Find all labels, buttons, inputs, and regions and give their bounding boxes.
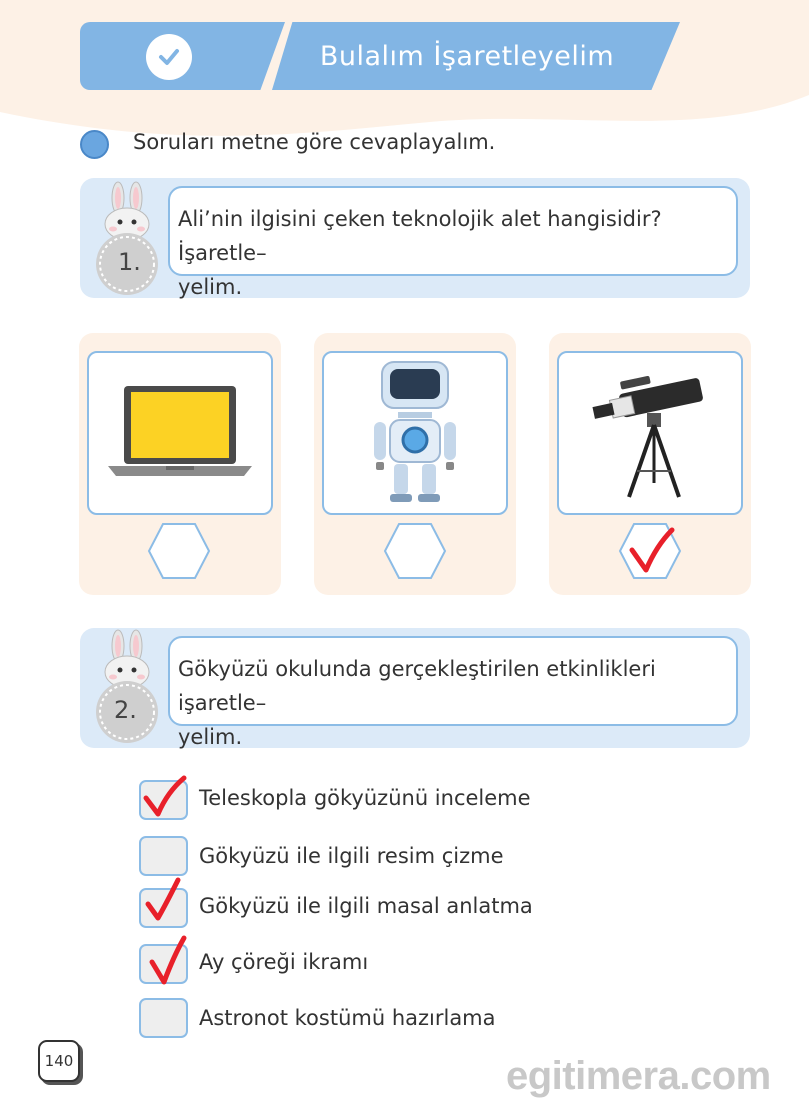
question-2-line2: yelim. (178, 725, 243, 749)
option-5-label: Astronot kostümü hazırlama (199, 1006, 496, 1030)
option-4-label: Ay çöreği ikramı (199, 950, 369, 974)
answer-hexagon-robot[interactable] (383, 522, 447, 580)
instruction-bullet-icon (80, 130, 109, 159)
telescope-icon (585, 363, 715, 503)
answer-hexagon-telescope[interactable] (618, 522, 682, 580)
option-1-label: Teleskopla gökyüzünü inceleme (199, 786, 531, 810)
checkbox-option-2[interactable] (139, 836, 188, 876)
instruction-text: Soruları metne göre cevaplayalım. (133, 130, 496, 154)
robot-image-frame (322, 351, 508, 515)
checkbox-option-5[interactable] (139, 998, 188, 1038)
checkbox-option-1[interactable] (139, 780, 188, 820)
bunny-icon (92, 180, 164, 300)
watermark-logo: egitimera.com (506, 1054, 771, 1098)
laptop-image-frame (87, 351, 273, 515)
page-number: 140 (38, 1040, 80, 1082)
question-2-number: 2. (114, 696, 137, 724)
laptop-icon (100, 378, 260, 488)
check-badge-icon (146, 34, 192, 80)
option-2-label: Gökyüzü ile ilgili resim çizme (199, 844, 504, 868)
option-3-label: Gökyüzü ile ilgili masal anlatma (199, 894, 533, 918)
question-1-line1: Ali’nin ilgisini çeken teknolojik alet hangisidir? İşaretle– (178, 207, 662, 265)
question-1-line2: yelim. (178, 275, 243, 299)
page-title: Bulalım İşaretleyelim (319, 40, 615, 72)
bunny-icon (92, 628, 164, 748)
telescope-image-frame (557, 351, 743, 515)
checkbox-option-3[interactable] (139, 888, 188, 928)
answer-hexagon-laptop[interactable] (147, 522, 211, 580)
checkbox-option-4[interactable] (139, 944, 188, 984)
question-2-text-box (168, 636, 738, 749)
robot-icon (370, 358, 460, 508)
question-1-text-box (168, 186, 738, 299)
question-1-number: 1. (118, 248, 141, 276)
question-2-line1: Gökyüzü okulunda gerçekleştirilen etkinlikleri işaretle– (178, 657, 656, 715)
